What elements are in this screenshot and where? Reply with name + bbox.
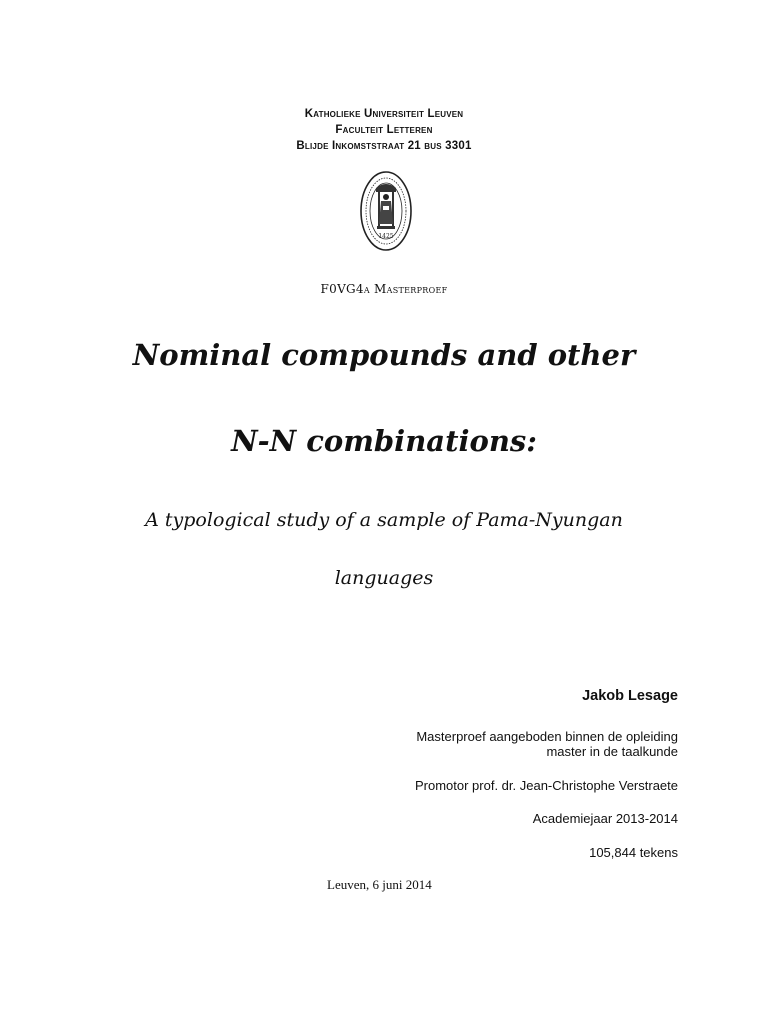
author-name: Jakob Lesage — [582, 688, 678, 704]
academic-year: Academiejaar 2013-2014 — [532, 811, 678, 826]
course-code: F0VG4a Masterproef — [320, 282, 448, 296]
institution-address: Blijde Inkomststraat 21 bus 3301 — [296, 140, 472, 152]
title-line-2: N-N combinations: — [231, 424, 537, 458]
character-count: 105,844 tekens — [589, 845, 678, 860]
program-description — [416, 729, 678, 759]
subtitle-line-1: A typological study of a sample of Pama-Nyungan — [145, 509, 623, 531]
title-line-1: Nominal compounds and other — [132, 338, 636, 372]
subtitle-line-2: languages — [334, 567, 434, 589]
place-date: Leuven, 6 juni 2014 — [327, 877, 432, 892]
institution-block — [0, 106, 768, 154]
seal-year: 1425 — [378, 233, 394, 240]
institution-name: Katholieke Universiteit Leuven — [304, 108, 464, 120]
program-line-1: Masterproef aangeboden binnen de opleiding — [416, 729, 678, 744]
promotor: Promotor prof. dr. Jean-Christophe Verstraete — [414, 778, 678, 793]
university-seal-icon — [359, 170, 413, 252]
program-line-2: master in de taalkunde — [546, 744, 678, 759]
faculty-name: Faculteit Letteren — [335, 124, 433, 136]
